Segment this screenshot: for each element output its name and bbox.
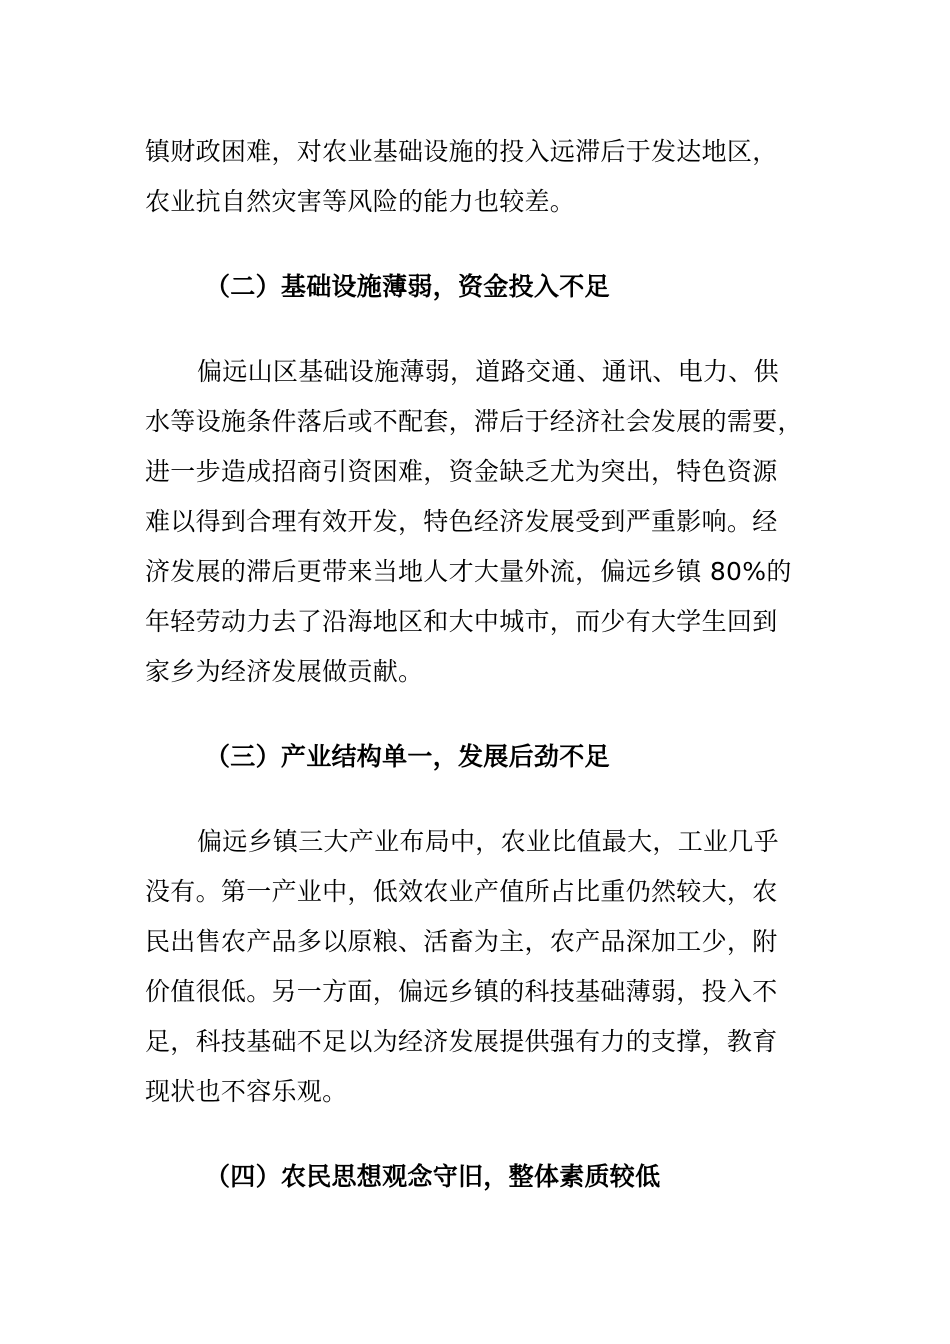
section-heading-3: （三）产业结构单一，发展后劲不足 xyxy=(205,742,610,771)
paragraph-line: 家乡为经济发展做贡献。 xyxy=(145,657,424,686)
paragraph-line: 济发展的滞后更带来当地人才大量外流，偏远乡镇 80%的 xyxy=(145,557,792,586)
paragraph-line: 难以得到合理有效开发，特色经济发展受到严重影响。经 xyxy=(145,507,778,536)
paragraph-line: 镇财政困难，对农业基础设施的投入远滞后于发达地区， xyxy=(145,137,778,166)
paragraph-line: 年轻劳动力去了沿海地区和大中城市，而少有大学生回到 xyxy=(145,607,778,636)
paragraph-line: 民出售农产品多以原粮、活畜为主，农产品深加工少，附 xyxy=(145,927,778,956)
paragraph-line: 价值很低。另一方面，偏远乡镇的科技基础薄弱，投入不 xyxy=(145,977,778,1006)
paragraph-line: 足，科技基础不足以为经济发展提供强有力的支撑，教育 xyxy=(145,1027,778,1056)
paragraph-line: 水等设施条件落后或不配套，滞后于经济社会发展的需要， xyxy=(145,407,803,436)
paragraph-line: 现状也不容乐观。 xyxy=(145,1077,348,1106)
section-heading-2: （二）基础设施薄弱，资金投入不足 xyxy=(205,272,610,301)
paragraph-line: 偏远乡镇三大产业布局中，农业比值最大，工业几乎 xyxy=(197,827,779,856)
paragraph-line: 农业抗自然灾害等风险的能力也较差。 xyxy=(145,187,576,216)
paragraph-line: 偏远山区基础设施薄弱，道路交通、通讯、电力、供 xyxy=(197,357,779,386)
paragraph-line: 没有。第一产业中，低效农业产值所占比重仍然较大，农 xyxy=(145,877,778,906)
section-heading-4: （四）农民思想观念守旧，整体素质较低 xyxy=(205,1162,661,1191)
paragraph-line: 进一步造成招商引资困难，资金缺乏尤为突出，特色资源 xyxy=(145,457,778,486)
